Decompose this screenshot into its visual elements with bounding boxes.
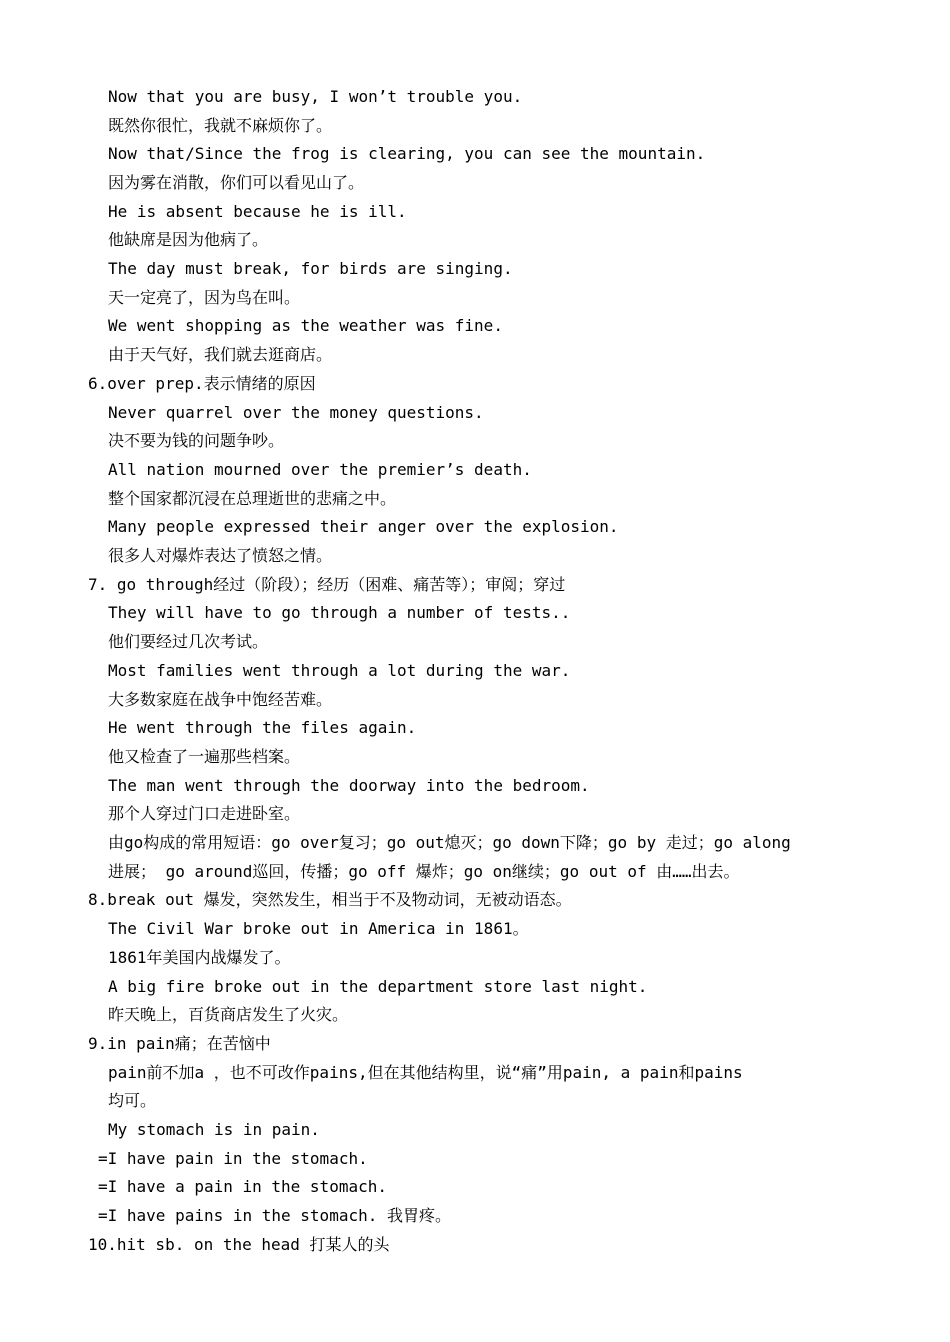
text-line: The Civil War broke out in America in 1861。: [108, 919, 529, 938]
text-line: The day must break, for birds are singing.: [108, 259, 513, 278]
section-heading: 8.break out 爆发，突然发生，相当于不及物动词，无被动语态。: [88, 890, 572, 909]
section-heading: 9.in pain痛；在苦恼中: [88, 1034, 271, 1053]
text-line: We went shopping as the weather was fine.: [108, 316, 503, 335]
text-line: Now that you are busy, I won’t trouble you.: [108, 87, 523, 106]
text-line: Now that/Since the frog is clearing, you can see the mountain.: [108, 144, 706, 163]
text-line: My stomach is in pain.: [108, 1120, 320, 1139]
text-line: 既然你很忙，我就不麻烦你了。: [108, 116, 333, 135]
text-line: 那个人穿过门口走进卧室。: [108, 804, 301, 823]
text-line: Many people expressed their anger over the explosion.: [108, 517, 619, 536]
text-line: =I have pain in the stomach.: [98, 1149, 368, 1168]
text-line: 他们要经过几次考试。: [108, 632, 269, 651]
text-line: =I have pains in the stomach. 我胃疼。: [98, 1206, 451, 1225]
text-line: 1861年美国内战爆发了。: [108, 948, 291, 967]
section-heading: 10.hit sb. on the head 打某人的头: [88, 1235, 390, 1254]
text-line: A big fire broke out in the department store last night.: [108, 977, 648, 996]
text-line: 大多数家庭在战争中饱经苦难。: [108, 690, 333, 709]
text-line: 由go构成的常用短语：go over复习；go out熄灭；go down下降；go by 走过；go along: [108, 833, 791, 852]
section-heading: 6.over prep.表示情绪的原因: [88, 374, 316, 393]
text-line: He went through the files again.: [108, 718, 417, 737]
text-line: =I have a pain in the stomach.: [98, 1177, 387, 1196]
text-line: 决不要为钱的问题争吵。: [108, 431, 285, 450]
text-line: Never quarrel over the money questions.: [108, 403, 484, 422]
text-line: They will have to go through a number of tests..: [108, 603, 571, 622]
text-line: pain前不加a ，也不可改作pains,但在其他结构里，说“痛”用pain, a pain和pains: [108, 1063, 743, 1082]
text-line: 均可。: [108, 1091, 157, 1110]
section-heading: 7. go through经过（阶段）；经历（困难、痛苦等）；审阅；穿过: [88, 575, 566, 594]
text-line: 由于天气好，我们就去逛商店。: [108, 345, 333, 364]
text-line: 他缺席是因为他病了。: [108, 230, 269, 249]
text-line: Most families went through a lot during the war.: [108, 661, 571, 680]
text-line: 天一定亮了，因为鸟在叫。: [108, 288, 301, 307]
text-line: 很多人对爆炸表达了愤怒之情。: [108, 546, 333, 565]
text-line: He is absent because he is ill.: [108, 202, 407, 221]
text-line: 因为雾在消散，你们可以看见山了。: [108, 173, 365, 192]
text-line: 进展； go around巡回，传播；go off 爆炸；go on继续；go out of 由……出去。: [108, 862, 740, 881]
text-line: All nation mourned over the premier’s death.: [108, 460, 532, 479]
text-line: 整个国家都沉浸在总理逝世的悲痛之中。: [108, 489, 397, 508]
text-line: 他又检查了一遍那些档案。: [108, 747, 301, 766]
text-line: The man went through the doorway into the bedroom.: [108, 776, 590, 795]
text-line: 昨天晚上，百货商店发生了火灾。: [108, 1005, 349, 1024]
